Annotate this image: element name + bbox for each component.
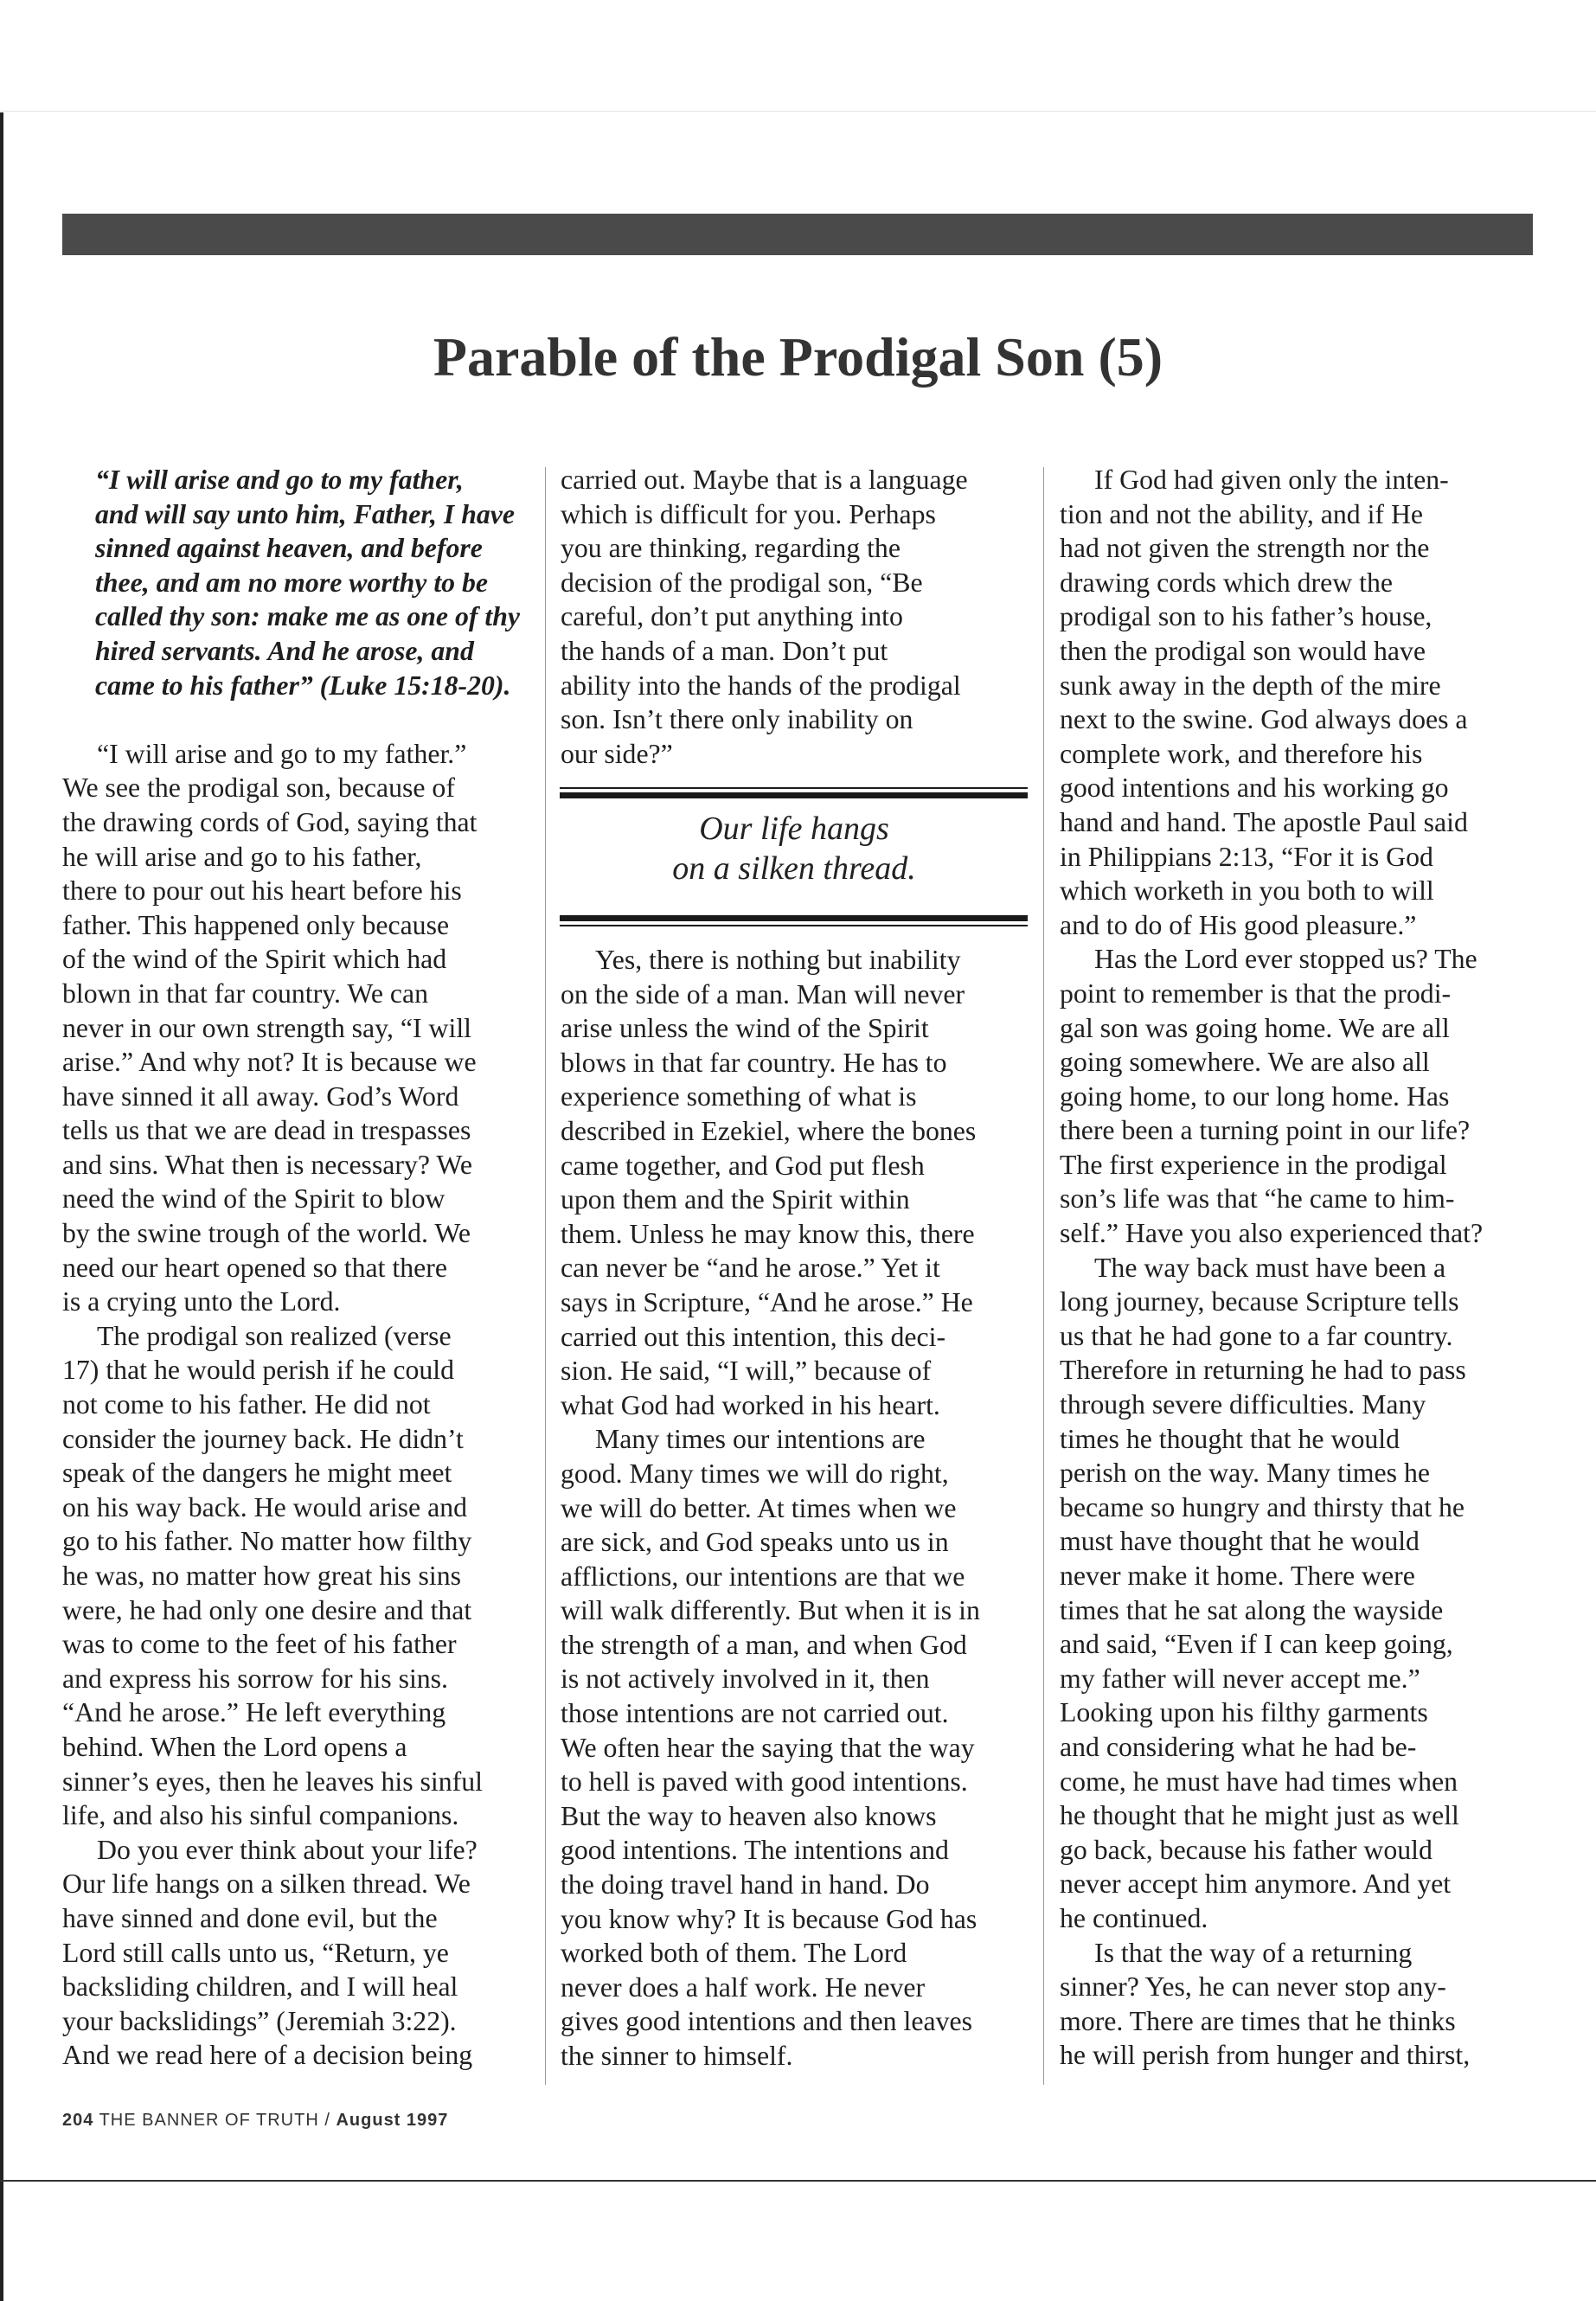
- text-line: and express his sorrow for his sins.: [62, 1663, 448, 1694]
- text-line: hired servants. And he arose, and: [95, 635, 474, 666]
- page-number: 204: [62, 2111, 94, 2130]
- text-line: The first experience in the prodigal: [1060, 1149, 1447, 1180]
- text-line: good. Many times we will do right,: [561, 1458, 949, 1489]
- text-line: blows in that far country. He has to: [561, 1047, 947, 1078]
- text-line: them. Unless he may know this, there: [561, 1218, 975, 1249]
- text-line: then the prodigal son would have: [1060, 635, 1426, 666]
- text-line: going home, to our long home. Has: [1060, 1080, 1450, 1112]
- text-line: ability into the hands of the prodigal: [561, 670, 961, 701]
- text-line: he was, no matter how great his sins: [62, 1561, 461, 1591]
- text-line: sion. He said, “I will,” because of: [561, 1356, 932, 1387]
- text-line: have sinned it all away. God’s Word: [62, 1080, 459, 1112]
- text-line: upon them and the Spirit within: [561, 1184, 910, 1215]
- text-line: blown in that far country. We can: [62, 977, 429, 1009]
- text-line: the drawing cords of God, saying that: [62, 806, 478, 837]
- text-line: on the side of a man. Man will never: [561, 978, 965, 1009]
- text-line: he will arise and go to his father,: [62, 841, 422, 872]
- text-line: came together, and God put flesh: [561, 1150, 925, 1181]
- text-line: had not given the strength nor the: [1060, 533, 1430, 564]
- text-line: are sick, and God speaks unto us in: [561, 1527, 949, 1558]
- publication-name: THE BANNER OF TRUTH: [99, 2111, 319, 2130]
- text-line: “I will arise and go to my father,: [95, 465, 464, 495]
- text-line: there to pour out his heart before his: [62, 875, 462, 907]
- text-line: son’s life was that “he came to him-: [1060, 1183, 1455, 1215]
- text-line: by the swine trough of the world. We: [62, 1218, 471, 1249]
- text-line: he will perish from hunger and thirst,: [1060, 2040, 1471, 2071]
- text-line: need our heart opened so that there: [62, 1252, 447, 1283]
- text-line: prodigal son to his father’s house,: [1060, 601, 1433, 632]
- text-line: must have thought that he would: [1060, 1526, 1420, 1557]
- text-line: the sinner to himself.: [561, 2041, 793, 2071]
- text-line: backsliding children, and I will heal: [62, 1971, 458, 2003]
- text-line: there been a turning point in our life?: [1060, 1115, 1471, 1146]
- text-line: [62, 702, 529, 737]
- text-line: sunk away in the depth of the mire: [1060, 670, 1441, 701]
- text-line: We see the prodigal son, because of: [62, 772, 455, 804]
- text-line: need the wind of the Spirit to blow: [62, 1183, 445, 1215]
- text-line: sinner? Yes, he can never stop any-: [1060, 1971, 1446, 2003]
- text-line: never make it home. There were: [1060, 1561, 1415, 1591]
- text-line: Our life hangs on a silken thread. We: [62, 1868, 471, 1900]
- pullquote-line-2: on a silken thread.: [672, 850, 916, 887]
- text-line: Is that the way of a returning: [1094, 1937, 1413, 1968]
- issue-date: August 1997: [336, 2111, 449, 2130]
- text-line: We often hear the saying that the way: [561, 1732, 975, 1763]
- text-line: worked both of them. The Lord: [561, 1938, 907, 1969]
- text-line: Yes, there is nothing but inability: [595, 945, 961, 975]
- text-line: hand and hand. The apostle Paul said: [1060, 806, 1468, 837]
- text-line: perish on the way. Many times he: [1060, 1458, 1430, 1489]
- text-line: And we read here of a decision being: [62, 2040, 473, 2071]
- text-line: described in Ezekiel, where the bones: [561, 1115, 977, 1146]
- text-line: can never be “and he arose.” Yet it: [561, 1253, 940, 1284]
- text-line: which worketh in you both to will: [1060, 875, 1434, 907]
- text-line: arise.” And why not? It is because we: [62, 1047, 477, 1078]
- text-line: and to do of His good pleasure.”: [1060, 909, 1417, 940]
- text-line: those intentions are not carried out.: [561, 1698, 949, 1729]
- text-line: afflictions, our intentions are that we: [561, 1561, 965, 1592]
- text-line: good intentions and his working go: [1060, 772, 1449, 804]
- text-line: the strength of a man, and when God: [561, 1629, 967, 1660]
- text-line: arise unless the wind of the Spirit: [561, 1013, 929, 1044]
- scan-bottom-edge: [0, 2180, 1596, 2182]
- text-line: you are thinking, regarding the: [561, 533, 901, 564]
- text-line: of the wind of the Spirit which had: [62, 944, 447, 975]
- column-right: [1060, 463, 1544, 2073]
- text-line: and sins. What then is necessary? We: [62, 1149, 472, 1180]
- text-line: carried out this intention, this deci-: [561, 1321, 946, 1352]
- text-line: speak of the dangers he might meet: [62, 1458, 452, 1489]
- text-line: he continued.: [1060, 1902, 1208, 1933]
- text-line: he thought that he might just as well: [1060, 1800, 1459, 1831]
- text-line: the doing travel hand in hand. Do: [561, 1869, 930, 1900]
- text-line: Many times our intentions are: [595, 1424, 926, 1455]
- text-line: tion and not the ability, and if He: [1060, 498, 1424, 529]
- text-line: in Philippians 2:13, “For it is God: [1060, 841, 1433, 872]
- text-line: father. This happened only because: [62, 909, 450, 940]
- text-line: my father will never accept me.”: [1060, 1663, 1420, 1694]
- text-line: son. Isn’t there only inability on: [561, 704, 913, 735]
- text-line: gal son was going home. We are all: [1060, 1012, 1450, 1043]
- text-line: next to the swine. God always does a: [1060, 704, 1468, 735]
- text-line: point to remember is that the prodi-: [1060, 977, 1452, 1009]
- text-line: go back, because his father would: [1060, 1834, 1433, 1865]
- text-line: behind. When the Lord opens a: [62, 1731, 407, 1762]
- text-line: never accept him anymore. And yet: [1060, 1868, 1452, 1900]
- pullquote-rule-top: [560, 787, 1028, 798]
- text-line: life, and also his sinful companions.: [62, 1800, 459, 1831]
- text-line: experience something of what is: [561, 1081, 917, 1112]
- text-line: times that he sat along the wayside: [1060, 1594, 1444, 1625]
- text-line: Do you ever think about your life?: [97, 1834, 478, 1865]
- text-line: thee, and am no more worthy to be: [95, 567, 489, 598]
- text-line: and considering what he had be-: [1060, 1731, 1417, 1762]
- header-bar: [62, 214, 1533, 255]
- scan-top-edge: [0, 111, 1596, 112]
- text-line: Has the Lord ever stopped us? The: [1094, 944, 1477, 975]
- text-line: going somewhere. We are also all: [1060, 1047, 1430, 1078]
- text-line: long journey, because Scripture tells: [1060, 1286, 1459, 1317]
- text-line: go to his father. No matter how filthy: [62, 1526, 472, 1557]
- text-line: “And he arose.” He left everything: [62, 1697, 446, 1728]
- page-footer: [62, 2111, 448, 2131]
- pullquote-rule-bottom: [560, 915, 1028, 926]
- text-line: careful, don’t put anything into: [561, 601, 903, 632]
- text-line: called thy son: make me as one of thy: [95, 601, 521, 632]
- text-line: on his way back. He would arise and: [62, 1491, 467, 1522]
- text-line: more. There are times that he thinks: [1060, 2005, 1456, 2036]
- text-line: the hands of a man. Don’t put: [561, 635, 888, 666]
- text-line: was to come to the feet of his father: [62, 1629, 457, 1660]
- text-line: what God had worked in his heart.: [561, 1389, 940, 1420]
- text-line: But the way to heaven also knows: [561, 1800, 937, 1831]
- text-line: have sinned and done evil, but the: [62, 1902, 438, 1933]
- text-line: 17) that he would perish if he could: [62, 1355, 454, 1386]
- column-left: [62, 463, 529, 2073]
- text-line: gives good intentions and then leaves: [561, 2006, 972, 2037]
- text-line: tells us that we are dead in trespasses: [62, 1115, 471, 1146]
- text-line: never in our own strength say, “I will: [62, 1012, 472, 1043]
- article-title: Parable of the Prodigal Son (5): [433, 326, 1163, 388]
- text-line: sinner’s eyes, then he leaves his sinful: [62, 1766, 483, 1797]
- pullquote: [561, 809, 1028, 888]
- text-line: and will say unto him, Father, I have: [95, 498, 516, 529]
- scan-left-edge: [0, 112, 3, 2301]
- column-divider-2: [1043, 467, 1044, 2085]
- text-line: consider the journey back. He didn’t: [62, 1423, 464, 1454]
- text-line: is not actively involved in it, then: [561, 1663, 930, 1695]
- text-line: sinned against heaven, and before: [95, 533, 483, 564]
- text-line: through severe difficulties. Many: [1060, 1389, 1426, 1420]
- footer-separator: /: [324, 2111, 330, 2130]
- text-line: Therefore in returning he had to pass: [1060, 1355, 1466, 1386]
- text-line: Looking upon his filthy garments: [1060, 1697, 1428, 1728]
- column-middle-bottom: [561, 943, 1028, 2073]
- text-line: which is difficult for you. Perhaps: [561, 498, 936, 529]
- text-line: The prodigal son realized (verse: [97, 1320, 452, 1351]
- text-line: says in Scripture, “And he arose.” He: [561, 1286, 973, 1317]
- text-line: your backslidings” (Jeremiah 3:22).: [62, 2005, 457, 2036]
- text-line: and said, “Even if I can keep going,: [1060, 1629, 1453, 1660]
- text-line: complete work, and therefore his: [1060, 738, 1423, 769]
- text-line: decision of the prodigal son, “Be: [561, 567, 923, 598]
- pullquote-line-1: Our life hangs: [699, 811, 889, 847]
- text-line: good intentions. The intentions and: [561, 1835, 949, 1866]
- text-line: came to his father” (Luke 15:18-20).: [95, 670, 511, 701]
- text-line: is a crying unto the Lord.: [62, 1286, 341, 1317]
- text-line: Lord still calls unto us, “Return, ye: [62, 1937, 449, 1968]
- column-middle-top: [561, 463, 1028, 771]
- text-line: not come to his father. He did not: [62, 1389, 431, 1420]
- text-line: were, he had only one desire and that: [62, 1594, 472, 1625]
- text-line: The way back must have been a: [1094, 1252, 1446, 1283]
- text-line: If God had given only the inten-: [1094, 465, 1449, 495]
- text-line: our side?”: [561, 738, 673, 769]
- text-line: never does a half work. He never: [561, 1971, 926, 2003]
- text-line: we will do better. At times when we: [561, 1492, 957, 1523]
- text-line: drawing cords which drew the: [1060, 567, 1393, 598]
- text-line: self.” Have you also experienced that?: [1060, 1218, 1484, 1249]
- text-line: “I will arise and go to my father.”: [97, 738, 467, 769]
- text-line: you know why? It is because God has: [561, 1903, 977, 1934]
- text-line: come, he must have had times when: [1060, 1766, 1458, 1797]
- text-line: carried out. Maybe that is a language: [561, 465, 968, 495]
- text-line: us that he had gone to a far country.: [1060, 1320, 1453, 1351]
- text-line: to hell is paved with good intentions.: [561, 1766, 968, 1798]
- text-line: will walk differently. But when it is in: [561, 1595, 980, 1626]
- text-line: became so hungry and thirsty that he: [1060, 1491, 1465, 1522]
- text-line: times he thought that he would: [1060, 1423, 1400, 1454]
- column-divider-1: [545, 467, 546, 2085]
